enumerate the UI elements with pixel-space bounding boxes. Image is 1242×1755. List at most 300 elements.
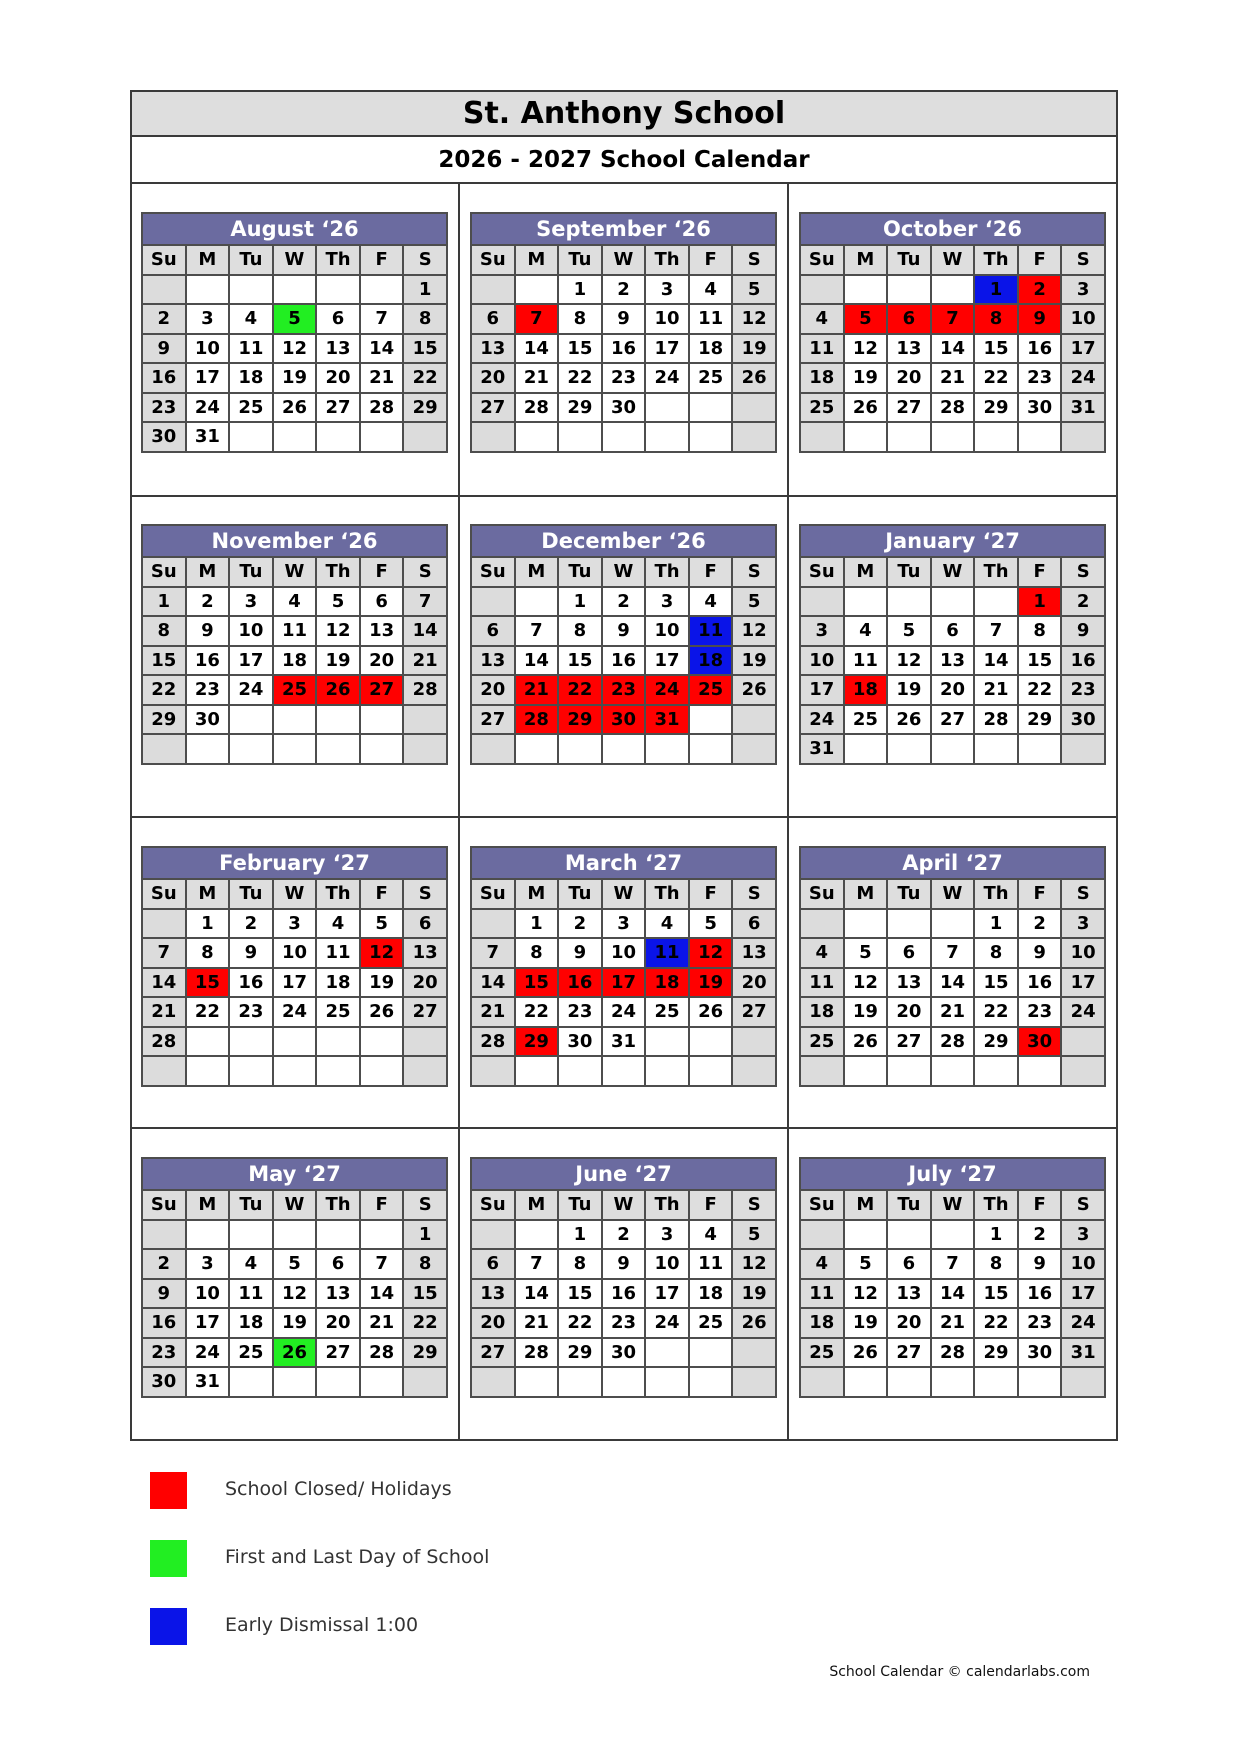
day-cell: 9: [142, 1279, 186, 1309]
week-row: [800, 997, 1105, 1027]
day-cell: 15: [974, 1279, 1018, 1309]
week-row: [142, 1279, 447, 1309]
day-cell: 19: [732, 646, 776, 676]
weekday-header: Su: [142, 879, 186, 909]
weekday-header: Th: [645, 1190, 689, 1220]
day-cell: 3: [229, 587, 273, 617]
empty-day-cell: [689, 734, 733, 764]
day-cell: 17: [1061, 334, 1105, 364]
weekday-header: M: [515, 879, 559, 909]
day-cell: 28: [931, 1027, 975, 1057]
day-cell: 27: [471, 705, 515, 735]
weekday-header: M: [844, 879, 888, 909]
calendar-frame: [130, 90, 1118, 1441]
day-cell: 6: [360, 587, 404, 617]
day-cell: 12: [273, 1279, 317, 1309]
weekday-header: M: [844, 245, 888, 275]
empty-day-cell: [732, 1338, 776, 1368]
day-cell: 16: [602, 334, 646, 364]
empty-day-cell: [800, 1220, 844, 1250]
day-cell: 17: [645, 1279, 689, 1309]
day-cell: 3: [1061, 275, 1105, 305]
empty-day-cell: [471, 909, 515, 939]
day-cell: 13: [931, 646, 975, 676]
day-cell: 27: [887, 393, 931, 423]
empty-day-cell: [844, 275, 888, 305]
weekday-header: M: [515, 1190, 559, 1220]
day-cell: 5: [360, 909, 404, 939]
week-row: [471, 909, 776, 939]
week-row: [800, 675, 1105, 705]
empty-day-cell: [403, 734, 447, 764]
day-cell: 30: [186, 705, 230, 735]
weekday-header: S: [403, 1190, 447, 1220]
day-cell: 29: [1018, 705, 1062, 735]
day-cell: 14: [974, 646, 1018, 676]
day-cell: 9: [186, 616, 230, 646]
week-row: [142, 1308, 447, 1338]
day-cell: 30: [602, 393, 646, 423]
empty-day-cell: [887, 1056, 931, 1086]
day-cell: 5: [887, 616, 931, 646]
legend-swatch: [150, 1608, 187, 1645]
weekday-header: Su: [800, 879, 844, 909]
day-cell: 25: [273, 675, 317, 705]
day-cell: 11: [229, 334, 273, 364]
week-row: [800, 1027, 1105, 1057]
week-row: [800, 587, 1105, 617]
empty-day-cell: [887, 734, 931, 764]
month-calendar: [799, 846, 1106, 1087]
day-cell: 30: [558, 1027, 602, 1057]
empty-day-cell: [273, 734, 317, 764]
empty-day-cell: [316, 1027, 360, 1057]
week-row: [471, 968, 776, 998]
day-cell: 11: [273, 616, 317, 646]
weekday-header: W: [273, 245, 317, 275]
day-cell: 23: [1018, 1308, 1062, 1338]
week-row: [800, 304, 1105, 334]
week-row: [142, 275, 447, 305]
empty-day-cell: [142, 275, 186, 305]
day-cell: 16: [229, 968, 273, 998]
day-cell: 30: [602, 705, 646, 735]
day-cell: 17: [186, 1308, 230, 1338]
month-title: October ‘26: [800, 213, 1105, 245]
empty-day-cell: [931, 1056, 975, 1086]
empty-day-cell: [471, 1367, 515, 1397]
day-cell: 14: [515, 646, 559, 676]
weekday-header: Tu: [229, 557, 273, 587]
day-cell: 21: [974, 675, 1018, 705]
week-row: [800, 275, 1105, 305]
day-cell: 1: [403, 275, 447, 305]
empty-day-cell: [800, 1367, 844, 1397]
day-cell: 2: [229, 909, 273, 939]
day-cell: 26: [844, 1338, 888, 1368]
weekday-header: S: [403, 245, 447, 275]
empty-day-cell: [645, 1367, 689, 1397]
day-cell: 17: [645, 646, 689, 676]
empty-day-cell: [844, 422, 888, 452]
day-cell: 10: [645, 304, 689, 334]
day-cell: 25: [229, 393, 273, 423]
day-cell: 4: [645, 909, 689, 939]
day-cell: 27: [403, 997, 447, 1027]
day-cell: 5: [689, 909, 733, 939]
day-cell: 3: [1061, 1220, 1105, 1250]
day-cell: 22: [403, 363, 447, 393]
weekday-header: Tu: [558, 245, 602, 275]
empty-day-cell: [316, 1056, 360, 1086]
day-cell: 12: [844, 334, 888, 364]
weekday-header: F: [1018, 557, 1062, 587]
weekday-header: Tu: [229, 879, 273, 909]
day-cell: 7: [360, 1249, 404, 1279]
day-cell: 21: [360, 1308, 404, 1338]
day-cell: 28: [142, 1027, 186, 1057]
day-cell: 19: [844, 363, 888, 393]
week-row: [471, 1367, 776, 1397]
day-cell: 31: [1061, 393, 1105, 423]
weekday-header: W: [273, 557, 317, 587]
day-cell: 2: [602, 275, 646, 305]
weekday-header: Th: [316, 1190, 360, 1220]
week-row: [142, 1367, 447, 1397]
week-row: [800, 334, 1105, 364]
week-row: [471, 938, 776, 968]
day-cell: 22: [558, 1308, 602, 1338]
month-calendar: [141, 846, 448, 1087]
week-row: [142, 675, 447, 705]
empty-day-cell: [844, 1056, 888, 1086]
weekday-header: F: [1018, 245, 1062, 275]
day-cell: 17: [645, 334, 689, 364]
day-cell: 31: [602, 1027, 646, 1057]
day-cell: 22: [142, 675, 186, 705]
empty-day-cell: [732, 705, 776, 735]
week-row: [471, 1279, 776, 1309]
day-cell: 21: [360, 363, 404, 393]
day-cell: 20: [316, 363, 360, 393]
empty-day-cell: [974, 587, 1018, 617]
empty-day-cell: [229, 1056, 273, 1086]
day-cell: 22: [974, 1308, 1018, 1338]
empty-day-cell: [645, 422, 689, 452]
weekday-header: Th: [974, 1190, 1018, 1220]
day-cell: 7: [931, 938, 975, 968]
empty-day-cell: [931, 1220, 975, 1250]
day-cell: 4: [273, 587, 317, 617]
empty-day-cell: [689, 705, 733, 735]
day-cell: 20: [471, 675, 515, 705]
day-cell: 19: [273, 363, 317, 393]
weekday-header: Th: [974, 879, 1018, 909]
empty-day-cell: [229, 734, 273, 764]
day-cell: 12: [273, 334, 317, 364]
week-row: [142, 363, 447, 393]
day-cell: 27: [316, 1338, 360, 1368]
day-cell: 22: [558, 363, 602, 393]
empty-day-cell: [931, 587, 975, 617]
day-cell: 11: [800, 968, 844, 998]
day-cell: 21: [931, 1308, 975, 1338]
day-cell: 2: [142, 1249, 186, 1279]
day-cell: 18: [645, 968, 689, 998]
day-cell: 23: [186, 675, 230, 705]
month-title: May ‘27: [142, 1158, 447, 1190]
empty-day-cell: [1061, 422, 1105, 452]
week-row: [800, 1279, 1105, 1309]
grid-divider: [132, 1127, 1116, 1129]
day-cell: 6: [471, 304, 515, 334]
day-cell: 28: [515, 705, 559, 735]
day-cell: 13: [403, 938, 447, 968]
empty-day-cell: [1061, 1027, 1105, 1057]
empty-day-cell: [273, 1220, 317, 1250]
day-cell: 27: [931, 705, 975, 735]
day-cell: 5: [732, 587, 776, 617]
day-cell: 26: [273, 393, 317, 423]
day-cell: 16: [1061, 646, 1105, 676]
day-cell: 9: [1018, 1249, 1062, 1279]
day-cell: 24: [186, 1338, 230, 1368]
week-row: [800, 393, 1105, 423]
empty-day-cell: [800, 275, 844, 305]
day-cell: 8: [403, 1249, 447, 1279]
weekday-header: Th: [645, 245, 689, 275]
day-cell: 6: [931, 616, 975, 646]
empty-day-cell: [515, 1220, 559, 1250]
month-calendar: [799, 524, 1106, 765]
day-cell: 27: [471, 1338, 515, 1368]
day-cell: 7: [515, 616, 559, 646]
day-cell: 2: [1061, 587, 1105, 617]
day-cell: 25: [844, 705, 888, 735]
day-cell: 25: [645, 997, 689, 1027]
week-row: [471, 1056, 776, 1086]
weekday-header: M: [186, 557, 230, 587]
weekday-header: S: [732, 1190, 776, 1220]
empty-day-cell: [316, 705, 360, 735]
day-cell: 27: [471, 393, 515, 423]
week-row: [800, 705, 1105, 735]
day-cell: 27: [360, 675, 404, 705]
empty-day-cell: [844, 1367, 888, 1397]
empty-day-cell: [471, 422, 515, 452]
day-cell: 1: [186, 909, 230, 939]
day-cell: 3: [645, 275, 689, 305]
day-cell: 1: [142, 587, 186, 617]
day-cell: 29: [558, 1338, 602, 1368]
day-cell: 31: [186, 422, 230, 452]
day-cell: 28: [515, 393, 559, 423]
day-cell: 2: [558, 909, 602, 939]
month-title: March ‘27: [471, 847, 776, 879]
week-row: [471, 587, 776, 617]
empty-day-cell: [142, 909, 186, 939]
empty-day-cell: [558, 1367, 602, 1397]
day-cell: 21: [931, 363, 975, 393]
weekday-header: F: [360, 557, 404, 587]
day-cell: 13: [887, 334, 931, 364]
day-cell: 4: [689, 587, 733, 617]
day-cell: 10: [1061, 938, 1105, 968]
day-cell: 29: [558, 705, 602, 735]
empty-day-cell: [273, 1056, 317, 1086]
week-row: [471, 705, 776, 735]
week-row: [471, 304, 776, 334]
day-cell: 26: [844, 393, 888, 423]
weekday-header: S: [403, 879, 447, 909]
empty-day-cell: [732, 734, 776, 764]
day-cell: 21: [515, 363, 559, 393]
day-cell: 3: [602, 909, 646, 939]
day-cell: 18: [689, 646, 733, 676]
empty-day-cell: [602, 734, 646, 764]
month-calendar: [141, 212, 448, 453]
day-cell: 4: [689, 1220, 733, 1250]
weekday-header: M: [515, 245, 559, 275]
day-cell: 25: [689, 675, 733, 705]
months-grid: [132, 184, 1116, 1441]
day-cell: 18: [800, 363, 844, 393]
day-cell: 26: [273, 1338, 317, 1368]
day-cell: 13: [316, 334, 360, 364]
week-row: [471, 275, 776, 305]
week-row: [142, 334, 447, 364]
day-cell: 14: [360, 1279, 404, 1309]
weekday-header: Su: [142, 1190, 186, 1220]
weekday-header: W: [602, 557, 646, 587]
day-cell: 3: [273, 909, 317, 939]
day-cell: 12: [360, 938, 404, 968]
week-row: [471, 734, 776, 764]
day-cell: 12: [689, 938, 733, 968]
day-cell: 4: [689, 275, 733, 305]
day-cell: 22: [1018, 675, 1062, 705]
legend-label: First and Last Day of School: [225, 1546, 490, 1568]
day-cell: 6: [471, 1249, 515, 1279]
month-calendar: [470, 524, 777, 765]
day-cell: 3: [186, 304, 230, 334]
day-cell: 9: [602, 304, 646, 334]
empty-day-cell: [931, 275, 975, 305]
day-cell: 21: [515, 675, 559, 705]
day-cell: 26: [887, 705, 931, 735]
week-row: [142, 968, 447, 998]
month-calendar: [799, 212, 1106, 453]
day-cell: 1: [558, 275, 602, 305]
empty-day-cell: [471, 1220, 515, 1250]
week-row: [142, 646, 447, 676]
day-cell: 9: [229, 938, 273, 968]
day-cell: 20: [931, 675, 975, 705]
day-cell: 16: [602, 646, 646, 676]
day-cell: 12: [844, 1279, 888, 1309]
empty-day-cell: [273, 1367, 317, 1397]
empty-day-cell: [360, 1220, 404, 1250]
day-cell: 19: [316, 646, 360, 676]
day-cell: 21: [471, 997, 515, 1027]
week-row: [142, 587, 447, 617]
empty-day-cell: [558, 1056, 602, 1086]
day-cell: 5: [273, 1249, 317, 1279]
empty-day-cell: [844, 587, 888, 617]
empty-day-cell: [471, 587, 515, 617]
empty-day-cell: [844, 909, 888, 939]
day-cell: 13: [471, 646, 515, 676]
empty-day-cell: [1018, 734, 1062, 764]
day-cell: 15: [515, 968, 559, 998]
day-cell: 2: [1018, 275, 1062, 305]
week-row: [471, 334, 776, 364]
legend-label: School Closed/ Holidays: [225, 1478, 452, 1500]
month-title: August ‘26: [142, 213, 447, 245]
week-row: [142, 997, 447, 1027]
day-cell: 2: [1018, 1220, 1062, 1250]
empty-day-cell: [974, 734, 1018, 764]
day-cell: 13: [316, 1279, 360, 1309]
day-cell: 15: [1018, 646, 1062, 676]
day-cell: 11: [316, 938, 360, 968]
day-cell: 11: [800, 1279, 844, 1309]
week-row: [800, 422, 1105, 452]
empty-day-cell: [229, 1367, 273, 1397]
legend-item: [150, 1540, 650, 1580]
empty-day-cell: [360, 1367, 404, 1397]
empty-day-cell: [602, 1367, 646, 1397]
empty-day-cell: [887, 422, 931, 452]
day-cell: 23: [602, 1308, 646, 1338]
day-cell: 25: [316, 997, 360, 1027]
day-cell: 19: [273, 1308, 317, 1338]
day-cell: 17: [273, 968, 317, 998]
empty-day-cell: [360, 705, 404, 735]
empty-day-cell: [800, 1056, 844, 1086]
month-title: April ‘27: [800, 847, 1105, 879]
day-cell: 12: [844, 968, 888, 998]
day-cell: 10: [186, 1279, 230, 1309]
day-cell: 26: [360, 997, 404, 1027]
day-cell: 3: [186, 1249, 230, 1279]
weekday-header: S: [1061, 879, 1105, 909]
day-cell: 23: [1018, 363, 1062, 393]
weekday-header: M: [844, 557, 888, 587]
day-cell: 7: [515, 1249, 559, 1279]
day-cell: 22: [403, 1308, 447, 1338]
empty-day-cell: [887, 587, 931, 617]
day-cell: 24: [602, 997, 646, 1027]
week-row: [800, 1056, 1105, 1086]
weekday-header: M: [186, 879, 230, 909]
day-cell: 19: [732, 334, 776, 364]
empty-day-cell: [229, 705, 273, 735]
empty-day-cell: [515, 275, 559, 305]
day-cell: 10: [645, 616, 689, 646]
day-cell: 25: [689, 363, 733, 393]
empty-day-cell: [558, 422, 602, 452]
week-row: [471, 422, 776, 452]
day-cell: 29: [974, 393, 1018, 423]
day-cell: 18: [273, 646, 317, 676]
day-cell: 29: [974, 1338, 1018, 1368]
day-cell: 15: [558, 1279, 602, 1309]
day-cell: 22: [186, 997, 230, 1027]
day-cell: 31: [645, 705, 689, 735]
day-cell: 18: [229, 1308, 273, 1338]
day-cell: 11: [645, 938, 689, 968]
